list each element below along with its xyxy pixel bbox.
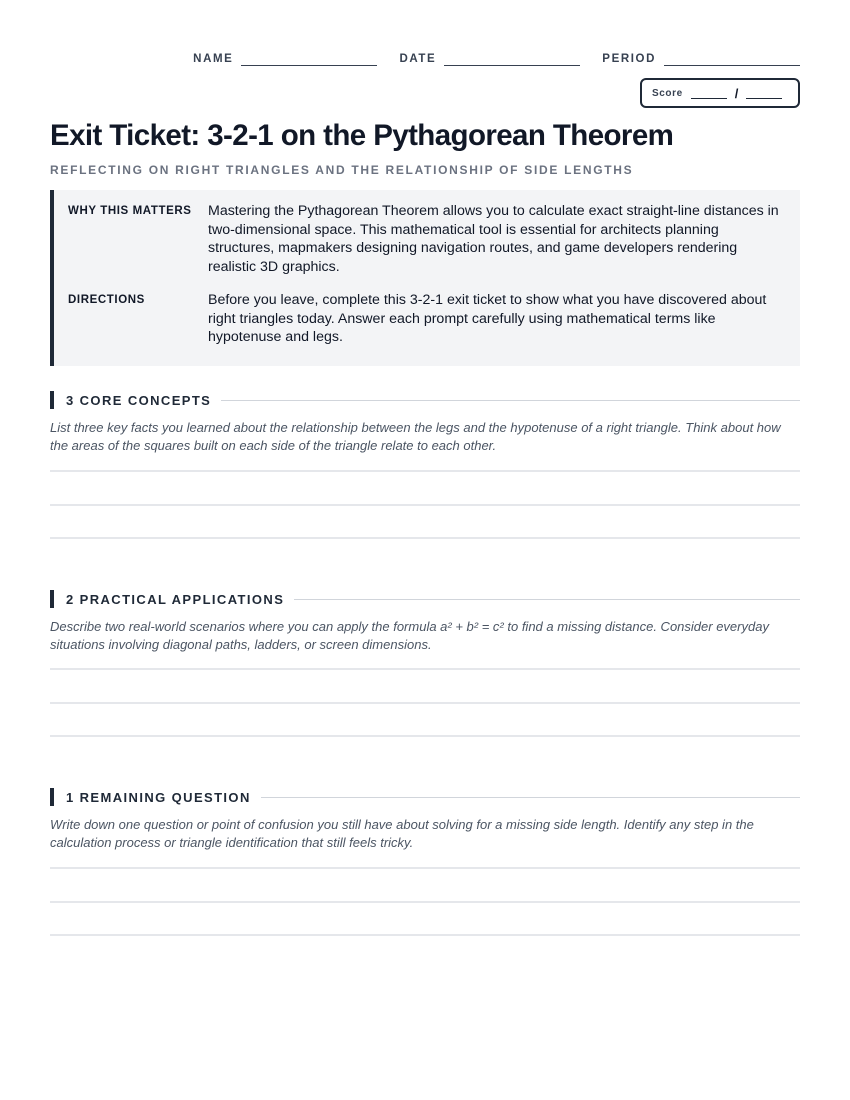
section-rule — [221, 400, 800, 401]
section-heading — [50, 788, 800, 806]
section-description: Write down one question or point of confusion you still have about solving for a missing side length. Identify any step in the calculation process or triangle identification that still feels tricky. — [50, 817, 754, 850]
page-title: Exit Ticket: 3-2-1 on the Pythagorean Theorem — [50, 119, 674, 152]
date-blank[interactable] — [444, 52, 580, 66]
info-panel — [50, 190, 800, 366]
score-box — [640, 78, 800, 108]
name-label: NAME — [193, 53, 234, 65]
score-label: Score — [652, 87, 683, 99]
section-heading — [50, 590, 800, 608]
period-label: PERIOD — [602, 53, 656, 65]
section-practical-applications — [50, 590, 800, 654]
answer-line[interactable] — [50, 668, 800, 670]
section-title: 1 REMAINING QUESTION — [66, 789, 251, 805]
page-subtitle: REFLECTING ON RIGHT TRIANGLES AND THE RELATIONSHIP OF SIDE LENGTHS — [50, 163, 634, 177]
directions-label: DIRECTIONS — [68, 293, 145, 306]
score-total-blank[interactable] — [746, 88, 782, 99]
section-marker — [50, 391, 54, 409]
answer-line[interactable] — [50, 735, 800, 737]
score-slash: / — [734, 85, 739, 101]
name-field[interactable] — [193, 52, 377, 66]
answer-line[interactable] — [50, 504, 800, 506]
answer-line[interactable] — [50, 537, 800, 539]
answer-line[interactable] — [50, 901, 800, 903]
section-marker — [50, 788, 54, 806]
student-info-fields — [171, 52, 800, 66]
section-description: Describe two real-world scenarios where you can apply the formula a² + b² = c² to find a missing distance. Consider everyday situations involving diagonal paths, ladders, or screen dimensions. — [50, 619, 769, 652]
section-core-concepts — [50, 391, 800, 455]
period-blank[interactable] — [664, 52, 800, 66]
exit-ticket-page — [50, 0, 800, 1100]
section-rule — [294, 599, 800, 600]
why-row — [68, 202, 786, 277]
answer-line[interactable] — [50, 934, 800, 936]
date-field[interactable] — [399, 52, 580, 66]
directions-row — [68, 291, 786, 347]
answer-line[interactable] — [50, 702, 800, 704]
score-earned-blank[interactable] — [691, 88, 727, 99]
section-title: 2 PRACTICAL APPLICATIONS — [66, 591, 285, 607]
section-heading — [50, 391, 800, 409]
section-description: List three key facts you learned about the relationship between the legs and the hypotenuse of a right triangle. Think about how the areas of the squares built on each side of the triangle relate to each other. — [50, 420, 781, 453]
why-label: WHY THIS MATTERS — [68, 205, 192, 217]
section-rule — [261, 797, 800, 798]
section-title: 3 CORE CONCEPTS — [66, 392, 212, 408]
answer-line[interactable] — [50, 470, 800, 472]
name-blank[interactable] — [241, 52, 377, 66]
directions-text: Before you leave, complete this 3-2-1 exit ticket to show what you have discovered about right triangles today. Answer each prompt carefully using mathematical terms like hypotenuse and legs. — [208, 291, 767, 346]
period-field[interactable] — [602, 52, 800, 66]
answer-line[interactable] — [50, 867, 800, 869]
section-remaining-question — [50, 788, 800, 852]
date-label: DATE — [399, 53, 437, 65]
section-marker — [50, 590, 54, 608]
why-text: Mastering the Pythagorean Theorem allows you to calculate exact straight-line distances in two-dimensional space. This mathematical tool is essential for architects planning structures, mapmakers designing navigation routes, and game developers rendering realistic 3D graphics. — [208, 203, 779, 276]
